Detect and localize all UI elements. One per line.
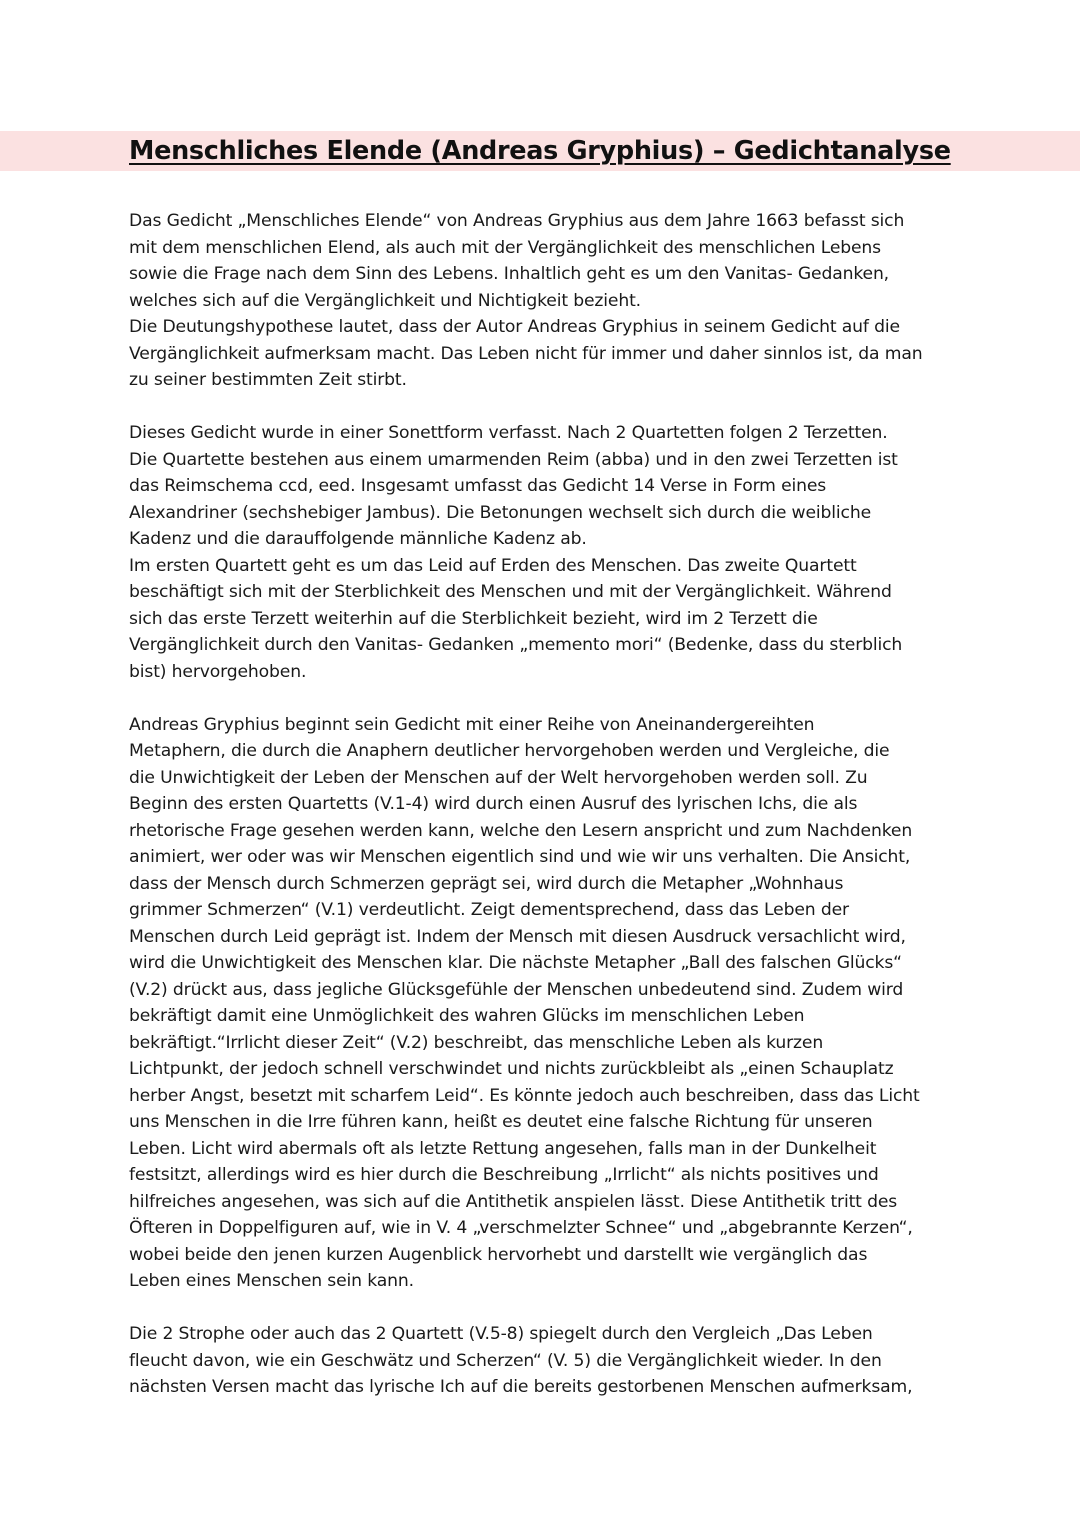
- text-line: wird die Unwichtigkeit des Menschen klar. Die nächste Metapher „Ball des falschen Glücks“: [129, 953, 902, 973]
- text-line: bekräftigt.“Irrlicht dieser Zeit“ (V.2) beschreibt, das menschliche Leben als kurzen: [129, 1032, 824, 1053]
- text-line: nächsten Versen macht das lyrische Ich auf die bereits gestorbenen Menschen aufmerksam,: [129, 1377, 913, 1397]
- text-line: Andreas Gryphius beginnt sein Gedicht mit einer Reihe von Aneinandergereihten: [129, 714, 815, 735]
- text-line: zu seiner bestimmten Zeit stirbt.: [129, 370, 407, 390]
- document-body: [129, 208, 959, 1427]
- text-line: grimmer Schmerzen“ (V.1) verdeutlicht. Zeigt dementsprechend, dass das Leben der: [129, 900, 849, 920]
- text-line: festsitzt, allerdings wird es hier durch die Beschreibung „Irrlicht“ als nichts positives und: [129, 1165, 879, 1185]
- text-line: Metaphern, die durch die Anaphern deutlicher hervorgehoben werden und Vergleiche, die: [129, 741, 890, 761]
- text-line: Alexandriner (sechshebiger Jambus). Die Betonungen wechselt sich durch die weibliche: [129, 502, 871, 523]
- text-line: Lichtpunkt, der jedoch schnell verschwindet und nichts zurückbleibt als „einen Schauplatz: [129, 1059, 894, 1079]
- text-line: Vergänglichkeit aufmerksam macht. Das Leben nicht für immer und daher sinnlos ist, da man: [129, 343, 923, 364]
- text-line: Die Deutungshypothese lautet, dass der Autor Andreas Gryphius in seinem Gedicht auf die: [129, 317, 900, 337]
- document-title: Menschliches Elende (Andreas Gryphius) – Gedichtanalyse: [129, 136, 951, 166]
- text-line: Leben eines Menschen sein kann.: [129, 1271, 414, 1291]
- text-line: sowie die Frage nach dem Sinn des Lebens. Inhaltlich geht es um den Vanitas- Gedanken,: [129, 264, 889, 284]
- text-line: die Unwichtigkeit der Leben der Menschen auf der Welt hervorgehoben werden soll. Zu: [129, 767, 868, 788]
- text-line: animiert, wer oder was wir Menschen eigentlich sind und wie wir uns verhalten. Die Ansicht,: [129, 847, 911, 867]
- text-line: fleucht davon, wie ein Geschwätz und Scherzen“ (V. 5) die Vergänglichkeit wieder. In den: [129, 1350, 882, 1371]
- text-line: sich das erste Terzett weiterhin auf die Sterblichkeit bezieht, wird im 2 Terzett die: [129, 608, 818, 629]
- text-line: dass der Mensch durch Schmerzen geprägt sei, wird durch die Metapher „Wohnhaus: [129, 873, 844, 894]
- text-line: Vergänglichkeit durch den Vanitas- Gedanken „memento mori“ (Bedenke, dass du sterblich: [129, 635, 903, 655]
- text-line: (V.2) drückt aus, dass jegliche Glücksgefühle der Menschen unbedeutend sind. Zudem wird: [129, 979, 904, 1000]
- text-line: Die Quartette bestehen aus einem umarmenden Reim (abba) und in den zwei Terzetten ist: [129, 449, 898, 470]
- text-line: bist) hervorgehoben.: [129, 661, 307, 682]
- text-line: welches sich auf die Vergänglichkeit und Nichtigkeit bezieht.: [129, 290, 641, 311]
- paragraph: [129, 1321, 959, 1401]
- text-line: wobei beide den jenen kurzen Augenblick hervorhebt und darstellt wie vergänglich das: [129, 1244, 868, 1265]
- text-line: Menschen durch Leid geprägt ist. Indem der Mensch mit diesen Ausdruck versachlicht wird,: [129, 926, 906, 947]
- text-line: herber Angst, besetzt mit scharfem Leid“. Es könnte jedoch auch beschreiben, dass das Licht: [129, 1085, 920, 1106]
- text-line: Kadenz und die darauffolgende männliche Kadenz ab.: [129, 529, 587, 549]
- text-line: beschäftigt sich mit der Sterblichkeit des Menschen und mit der Vergänglichkeit. Während: [129, 582, 892, 602]
- text-line: Dieses Gedicht wurde in einer Sonettform verfasst. Nach 2 Quartetten folgen 2 Terzetten.: [129, 423, 888, 443]
- text-line: mit dem menschlichen Elend, als auch mit der Vergänglichkeit des menschlichen Lebens: [129, 237, 881, 258]
- text-line: bekräftigt damit eine Unmöglichkeit des wahren Glücks im menschlichen Leben: [129, 1006, 805, 1026]
- text-line: Beginn des ersten Quartetts (V.1-4) wird durch einen Ausruf des lyrischen Ichs, die als: [129, 794, 858, 814]
- paragraph: [129, 420, 959, 685]
- text-line: Leben. Licht wird abermals oft als letzte Rettung angesehen, falls man in der Dunkelheit: [129, 1138, 877, 1159]
- text-line: Im ersten Quartett geht es um das Leid auf Erden des Menschen. Das zweite Quartett: [129, 555, 857, 576]
- text-line: Die 2 Strophe oder auch das 2 Quartett (V.5-8) spiegelt durch den Vergleich „Das Leben: [129, 1324, 873, 1344]
- text-line: Das Gedicht „Menschliches Elende“ von Andreas Gryphius aus dem Jahre 1663 befasst sich: [129, 211, 905, 231]
- text-line: rhetorische Frage gesehen werden kann, welche den Lesern anspricht und zum Nachdenken: [129, 820, 913, 841]
- text-line: uns Menschen in die Irre führen kann, heißt es deutet eine falsche Richtung für unseren: [129, 1112, 873, 1132]
- text-line: das Reimschema ccd, eed. Insgesamt umfasst das Gedicht 14 Verse in Form eines: [129, 476, 827, 496]
- paragraph: [129, 208, 959, 394]
- paragraph: [129, 712, 959, 1295]
- text-line: Öfteren in Doppelfiguren auf, wie in V. 4 „verschmelzter Schnee“ und „abgebrannte Kerzen“,: [129, 1218, 913, 1238]
- text-line: hilfreiches angesehen, was sich auf die Antithetik anspielen lässt. Diese Antithetik tritt des: [129, 1191, 898, 1212]
